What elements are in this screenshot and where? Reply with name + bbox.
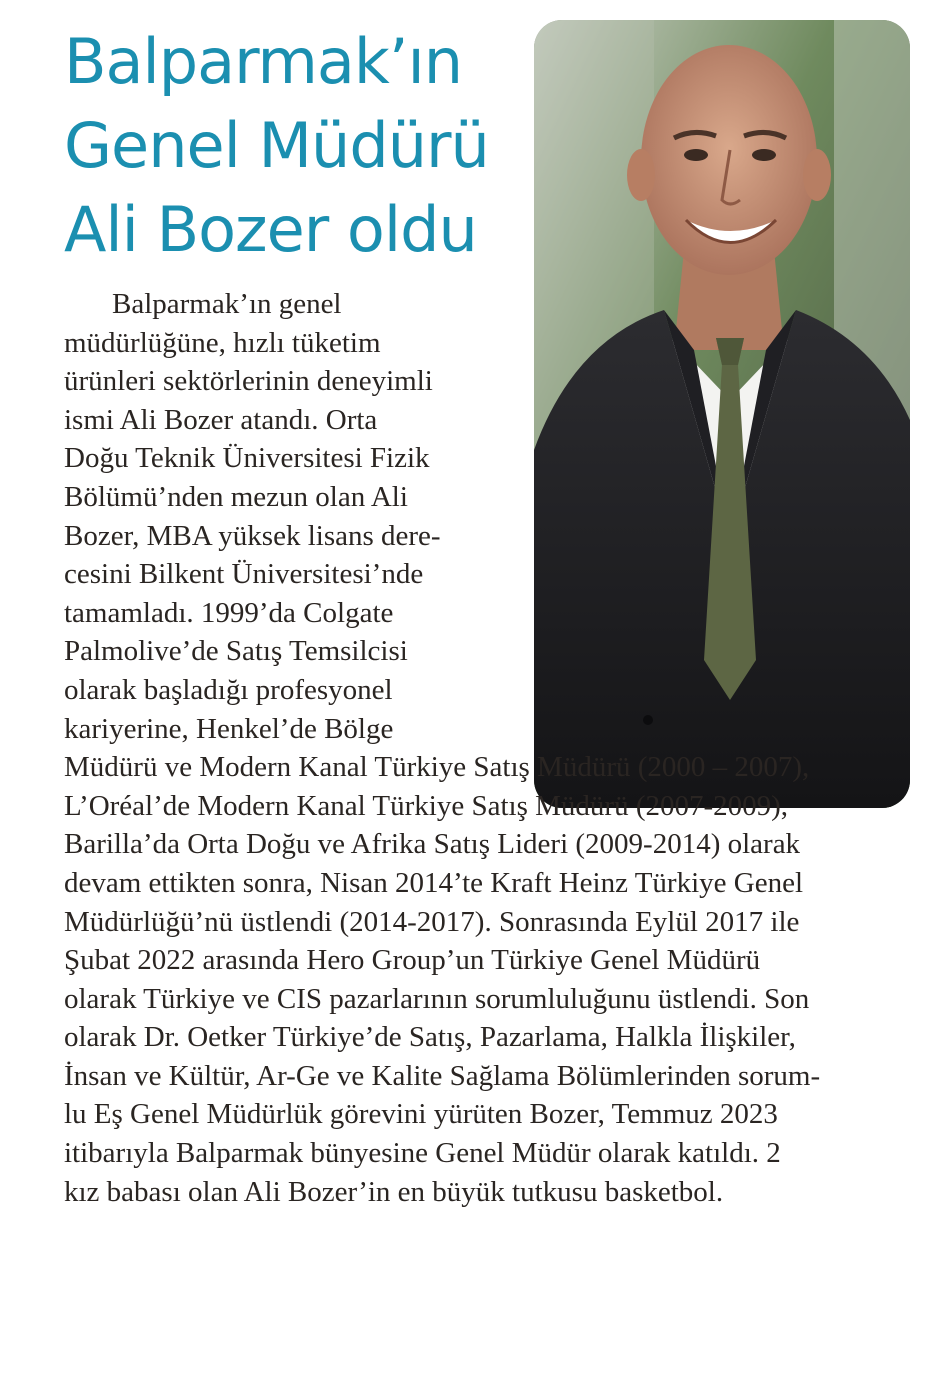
body-line: olarak Dr. Oetker Türkiye’de Satış, Pazarlama, Halkla İlişkiler, xyxy=(64,1021,796,1054)
body-line: ürünleri sektörlerinin deneyimli xyxy=(64,365,433,398)
body-line: Doğu Teknik Üniversitesi Fizik xyxy=(64,442,430,475)
body-line: kariyerine, Henkel’de Bölge xyxy=(64,712,394,745)
body-line: tamamladı. 1999’da Colgate xyxy=(64,596,394,629)
body-line: Bölümü’nden mezun olan Ali xyxy=(64,480,408,513)
body-line: Müdürü ve Modern Kanal Türkiye Satış Müdürü (2000 – 2007), xyxy=(64,751,810,784)
article-body xyxy=(64,285,914,1211)
body-line: kız babası olan Ali Bozer’in en büyük tutkusu basketbol. xyxy=(64,1175,724,1208)
body-line: müdürlüğüne, hızlı tüketim xyxy=(64,326,381,359)
headline-line: Balparmak’ın xyxy=(64,25,463,98)
body-line: devam ettikten sonra, Nisan 2014’te Kraft Heinz Türkiye Genel xyxy=(64,866,804,899)
body-line: Palmolive’de Satış Temsilcisi xyxy=(64,635,408,668)
headline-line: Ali Bozer oldu xyxy=(64,193,477,266)
body-line: Bozer, MBA yüksek lisans dere- xyxy=(64,519,441,552)
body-line: Barilla’da Orta Doğu ve Afrika Satış Lideri (2009-2014) olarak xyxy=(64,828,801,861)
article-headline xyxy=(64,20,534,272)
body-line: olarak Türkiye ve CIS pazarlarının sorumluluğunu üstlendi. Son xyxy=(64,982,810,1015)
body-line: Müdürlüğü’nü üstlendi (2014-2017). Sonrasında Eylül 2017 ile xyxy=(64,905,800,938)
body-line: İnsan ve Kültür, Ar-Ge ve Kalite Sağlama Bölümlerinden sorum- xyxy=(64,1059,821,1092)
body-line: itibarıyla Balparmak bünyesine Genel Müdür olarak katıldı. 2 xyxy=(64,1137,781,1170)
headline-line: Genel Müdürü xyxy=(64,109,489,182)
body-line: L’Oréal’de Modern Kanal Türkiye Satış Müdürü (2007-2009), xyxy=(64,789,789,822)
body-line: cesini Bilkent Üniversitesi’nde xyxy=(64,558,424,591)
body-line: Balparmak’ın genel xyxy=(112,288,342,320)
body-line: Şubat 2022 arasında Hero Group’un Türkiye Genel Müdürü xyxy=(64,944,761,977)
body-line: lu Eş Genel Müdürlük görevini yürüten Bozer, Temmuz 2023 xyxy=(64,1098,778,1131)
body-line: olarak başladığı profesyonel xyxy=(64,673,393,706)
body-line: ismi Ali Bozer atandı. Orta xyxy=(64,403,378,436)
